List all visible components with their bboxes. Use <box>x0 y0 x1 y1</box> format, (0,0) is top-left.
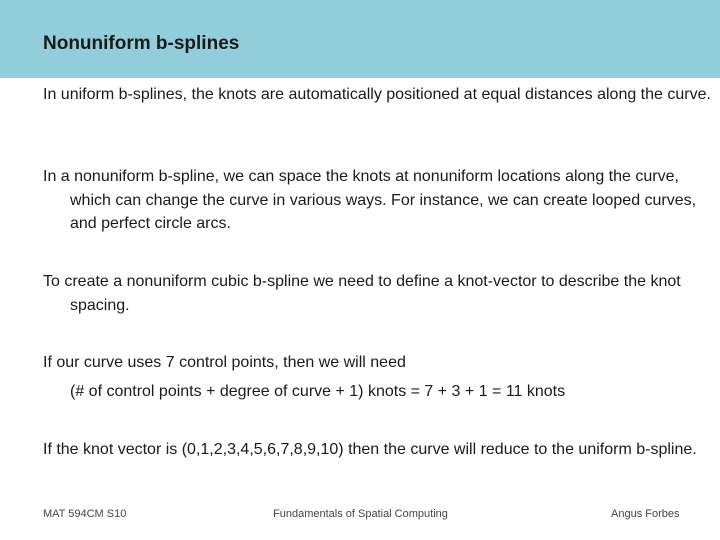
footer-course: MAT 594CM S10 <box>43 508 127 520</box>
paragraph-uniform: In uniform b-splines, the knots are automatically positioned at equal distances along the curve. <box>43 86 711 103</box>
paragraph-knot-vector: To create a nonuniform cubic b-spline we need to define a knot-vector to describe the knot spacing. <box>43 273 681 314</box>
footer-title: Fundamentals of Spatial Computing <box>273 508 448 520</box>
paragraph-control-points: If our curve uses 7 control points, then we will need <box>43 354 406 371</box>
paragraph-nonuniform: In a nonuniform b-spline, we can space the knots at nonuniform locations along the curve, which can change the curve in various ways. For instance, we can create looped curves, and perfect circle arcs. <box>43 168 697 232</box>
paragraph-knot-formula: (# of control points + degree of curve + 1) knots = 7 + 3 + 1 = 11 knots <box>70 383 566 400</box>
footer-author: Angus Forbes <box>611 508 680 520</box>
paragraph-reduce-uniform: If the knot vector is (0,1,2,3,4,5,6,7,8,9,10) then the curve will reduce to the uniform b-spline. <box>43 441 697 458</box>
slide-title: Nonuniform b-splines <box>43 33 240 54</box>
